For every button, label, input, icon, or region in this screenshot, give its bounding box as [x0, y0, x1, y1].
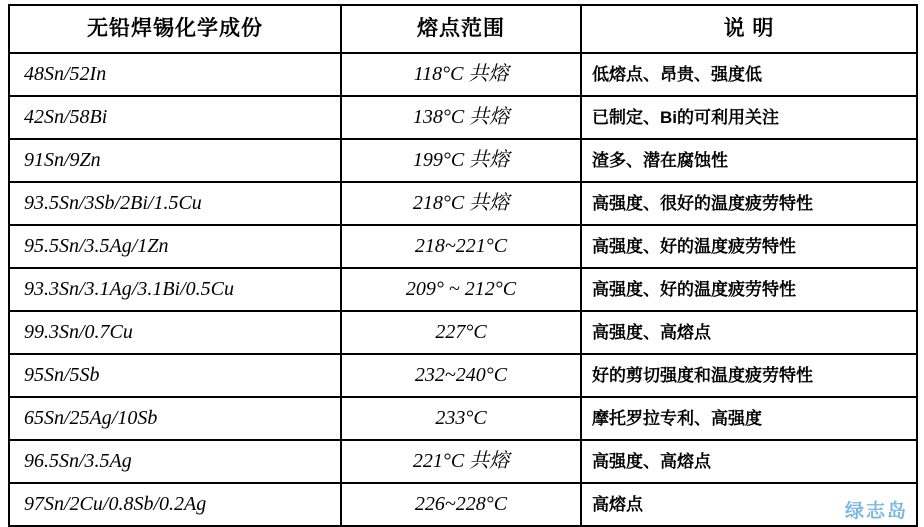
cell-composition: 65Sn/25Ag/10Sb — [9, 397, 341, 440]
cell-melting-range: 209° ~ 212°C — [341, 268, 581, 311]
cell-description: 好的剪切强度和温度疲劳特性 — [581, 354, 917, 397]
cell-description: 高强度、高熔点 — [581, 311, 917, 354]
column-header-composition-label: 无铅焊锡化学成份 — [87, 17, 263, 41]
column-header-description — [581, 5, 917, 53]
cell-composition: 97Sn/2Cu/0.8Sb/0.2Ag — [9, 483, 341, 526]
table-row — [9, 311, 917, 354]
cell-description: 高熔点 — [581, 483, 917, 526]
watermark: 绿志岛 — [844, 501, 908, 522]
cell-description: 高强度、好的温度疲劳特性 — [581, 268, 917, 311]
table-row — [9, 397, 917, 440]
table-header — [9, 5, 917, 53]
column-header-description-label: 说 明 — [723, 17, 775, 41]
table-row — [9, 440, 917, 483]
cell-composition: 91Sn/9Zn — [9, 139, 341, 182]
lead-free-solder-table — [8, 4, 918, 527]
cell-melting-range: 138°C 共熔 — [341, 96, 581, 139]
cell-composition: 95Sn/5Sb — [9, 354, 341, 397]
cell-composition: 93.5Sn/3Sb/2Bi/1.5Cu — [9, 182, 341, 225]
table-row — [9, 182, 917, 225]
cell-composition: 96.5Sn/3.5Ag — [9, 440, 341, 483]
table-row — [9, 96, 917, 139]
cell-melting-range: 232~240°C — [341, 354, 581, 397]
cell-melting-range: 227°C — [341, 311, 581, 354]
table-body — [9, 53, 917, 526]
document-page — [0, 4, 924, 527]
cell-description: 已制定、Bi的可利用关注 — [581, 96, 917, 139]
cell-melting-range: 226~228°C — [341, 483, 581, 526]
cell-description: 渣多、潜在腐蚀性 — [581, 139, 917, 182]
cell-melting-range: 218~221°C — [341, 225, 581, 268]
cell-composition: 93.3Sn/3.1Ag/3.1Bi/0.5Cu — [9, 268, 341, 311]
table-row — [9, 268, 917, 311]
table-row — [9, 483, 917, 526]
cell-melting-range: 118°C 共熔 — [341, 53, 581, 96]
cell-composition: 95.5Sn/3.5Ag/1Zn — [9, 225, 341, 268]
cell-description: 低熔点、昂贵、强度低 — [581, 53, 917, 96]
column-header-composition — [9, 5, 341, 53]
cell-composition: 99.3Sn/0.7Cu — [9, 311, 341, 354]
cell-melting-range: 233°C — [341, 397, 581, 440]
cell-composition: 42Sn/58Bi — [9, 96, 341, 139]
table-row — [9, 225, 917, 268]
cell-description: 高强度、高熔点 — [581, 440, 917, 483]
table-row — [9, 139, 917, 182]
cell-description: 高强度、很好的温度疲劳特性 — [581, 182, 917, 225]
column-header-melting-range — [341, 5, 581, 53]
cell-melting-range: 199°C 共熔 — [341, 139, 581, 182]
table-row — [9, 354, 917, 397]
cell-melting-range: 218°C 共熔 — [341, 182, 581, 225]
table-row — [9, 53, 917, 96]
cell-composition: 48Sn/52In — [9, 53, 341, 96]
cell-description: 高强度、好的温度疲劳特性 — [581, 225, 917, 268]
table-header-row — [9, 5, 917, 53]
cell-melting-range: 221°C 共熔 — [341, 440, 581, 483]
column-header-melting-range-label: 熔点范围 — [417, 17, 505, 41]
cell-description: 摩托罗拉专利、高强度 — [581, 397, 917, 440]
